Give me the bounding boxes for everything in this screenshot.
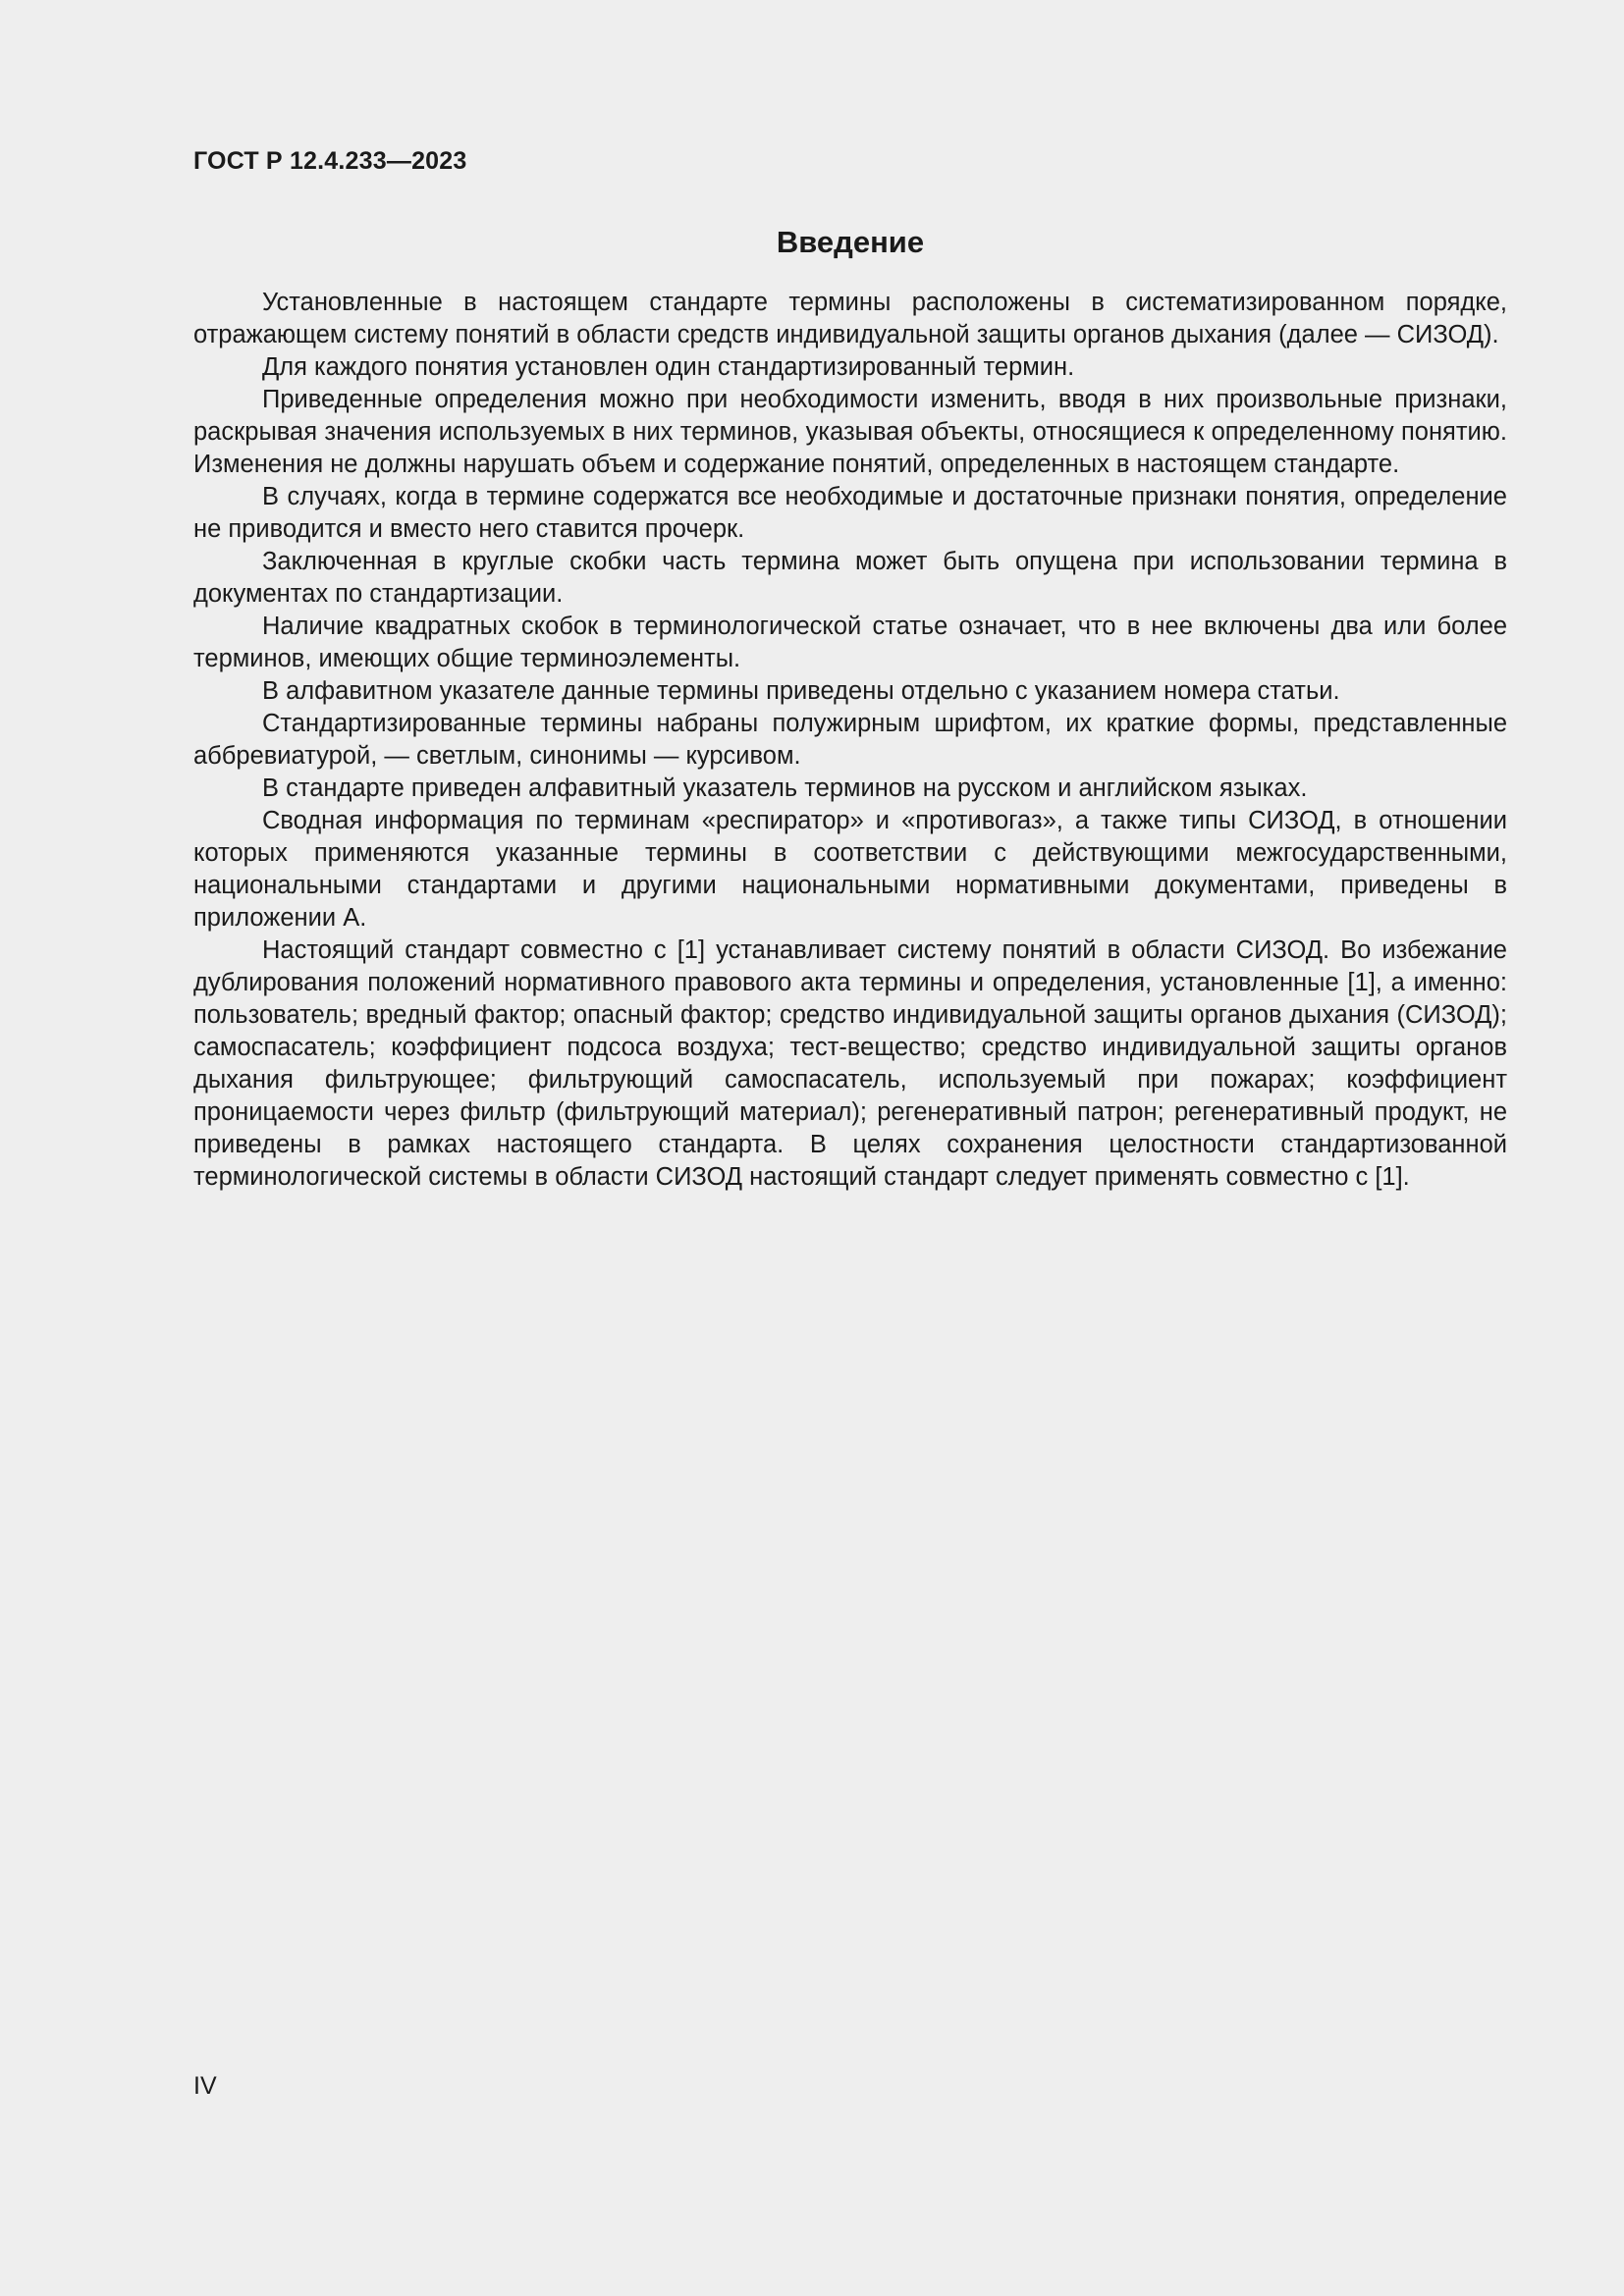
- paragraph: В стандарте приведен алфавитный указатель терминов на русском и английском языках.: [262, 774, 1308, 802]
- section-title: Введение: [776, 225, 925, 259]
- paragraph: Наличие квадратных скобок в терминологической статье означает, что в нее включены два или более терминов, имеющих общие терминоэлементы.: [193, 613, 1507, 672]
- paragraph: В алфавитном указателе данные термины приведены отдельно с указанием номера статьи.: [262, 677, 1340, 705]
- paragraph: Приведенные определения можно при необходимости изменить, вводя в них произвольные признаки, раскрывая значения используемых в них терминов, указывая объекты, относящиеся к определенному понятию. Изменения не должны нарушать объем и содержание понятий, определенных в настоящем стандарте.: [193, 386, 1507, 478]
- paragraph: Для каждого понятия установлен один стандартизированный термин.: [262, 353, 1075, 381]
- paragraph: Установленные в настоящем стандарте термины расположены в систематизированном порядке, отражающем систему понятий в области средств индивидуальной защиты органов дыхания (далее — СИЗОД).: [193, 289, 1507, 348]
- paragraph: Сводная информация по терминам «респиратор» и «противогаз», а также типы СИЗОД, в отношении которых применяются указанные термины в соответствии с действующими межгосударственными, национальными стандартами и другими национальными нормативными документами, приведены в приложении А.: [193, 807, 1507, 932]
- paragraph: В случаях, когда в термине содержатся все необходимые и достаточные признаки понятия, определение не приводится и вместо него ставится прочерк.: [193, 483, 1507, 543]
- body-text: [193, 287, 1507, 1194]
- paragraph: Стандартизированные термины набраны полужирным шрифтом, их краткие формы, представленные аббревиатурой, — светлым, синонимы — курсивом.: [193, 710, 1507, 770]
- paragraph: Настоящий стандарт совместно с [1] устанавливает систему понятий в области СИЗОД. Во избежание дублирования положений нормативного правового акта термины и определения, установленные [1], а именно: пользователь; вредный фактор; опасный фактор; средство индивидуальной защиты органов дыхания (СИЗОД); самоспасатель; коэффициент подсоса воздуха; тест-вещество; средство индивидуальной защиты органов дыхания фильтрующее; фильтрующий самоспасатель, используемый при пожарах; коэффициент проницаемости через фильтр (фильтрующий материал); регенеративный патрон; регенеративный продукт, не приведены в рамках настоящего стандарта. В целях сохранения целостности стандартизованной терминологической системы в области СИЗОД настоящий стандарт следует применять совместно с [1].: [193, 936, 1507, 1191]
- paragraph: Заключенная в круглые скобки часть термина может быть опущена при использовании термина в документах по стандартизации.: [193, 548, 1507, 608]
- page-number: IV: [193, 2072, 217, 2100]
- document-header: ГОСТ Р 12.4.233—2023: [193, 147, 467, 175]
